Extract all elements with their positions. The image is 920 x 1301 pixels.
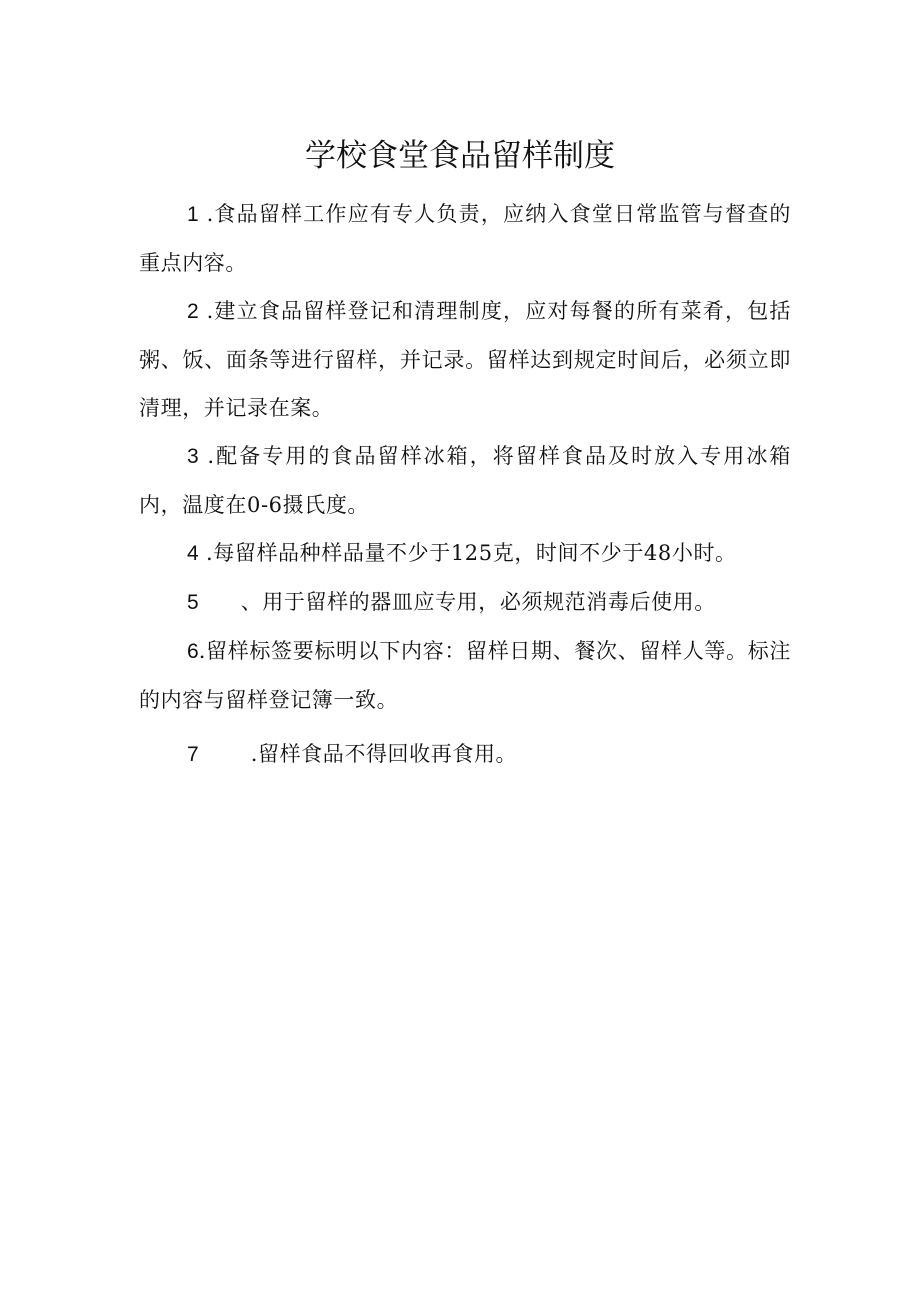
regulation-item-1 — [139, 190, 791, 287]
item-number: 4 — [187, 542, 199, 565]
item-number: 5 — [187, 591, 199, 614]
item-number: 2 — [187, 300, 199, 323]
item-text: .留样食品不得回收再食用。 — [250, 742, 518, 766]
item-number: 3 — [187, 445, 199, 468]
regulation-item-2 — [139, 287, 791, 432]
item-number: 7 — [187, 743, 199, 766]
regulation-item-4 — [139, 529, 791, 578]
regulation-item-6 — [139, 627, 791, 724]
item-text: .配备专用的食品留样冰箱，将留样食品及时放入专用冰箱内，温度在0-6摄氏度。 — [139, 444, 791, 517]
document-body — [139, 190, 791, 779]
item-text: .留样标签要标明以下内容：留样日期、餐次、留样人等。标注的内容与留样登记簿一致。 — [139, 639, 791, 712]
regulation-item-3 — [139, 432, 791, 529]
item-text: .建立食品留样登记和清理制度，应对每餐的所有菜肴，包括粥、饭、面条等进行留样，并记录。留样达到规定时间后，必须立即清理，并记录在案。 — [139, 299, 791, 420]
regulation-item-7 — [139, 730, 791, 779]
item-text: .食品留样工作应有专人负责，应纳入食堂日常监管与督查的重点内容。 — [139, 202, 791, 275]
item-number: 6 — [187, 640, 199, 663]
item-text: 、用于留样的器皿应专用，必须规范消毒后使用。 — [240, 590, 716, 614]
item-text: .每留样品种样品量不少于125克，时间不少于48小时。 — [205, 541, 737, 565]
item-number: 1 — [187, 203, 199, 226]
document-title: 学校食堂食品留样制度 — [305, 138, 615, 174]
regulation-item-5 — [139, 578, 791, 627]
